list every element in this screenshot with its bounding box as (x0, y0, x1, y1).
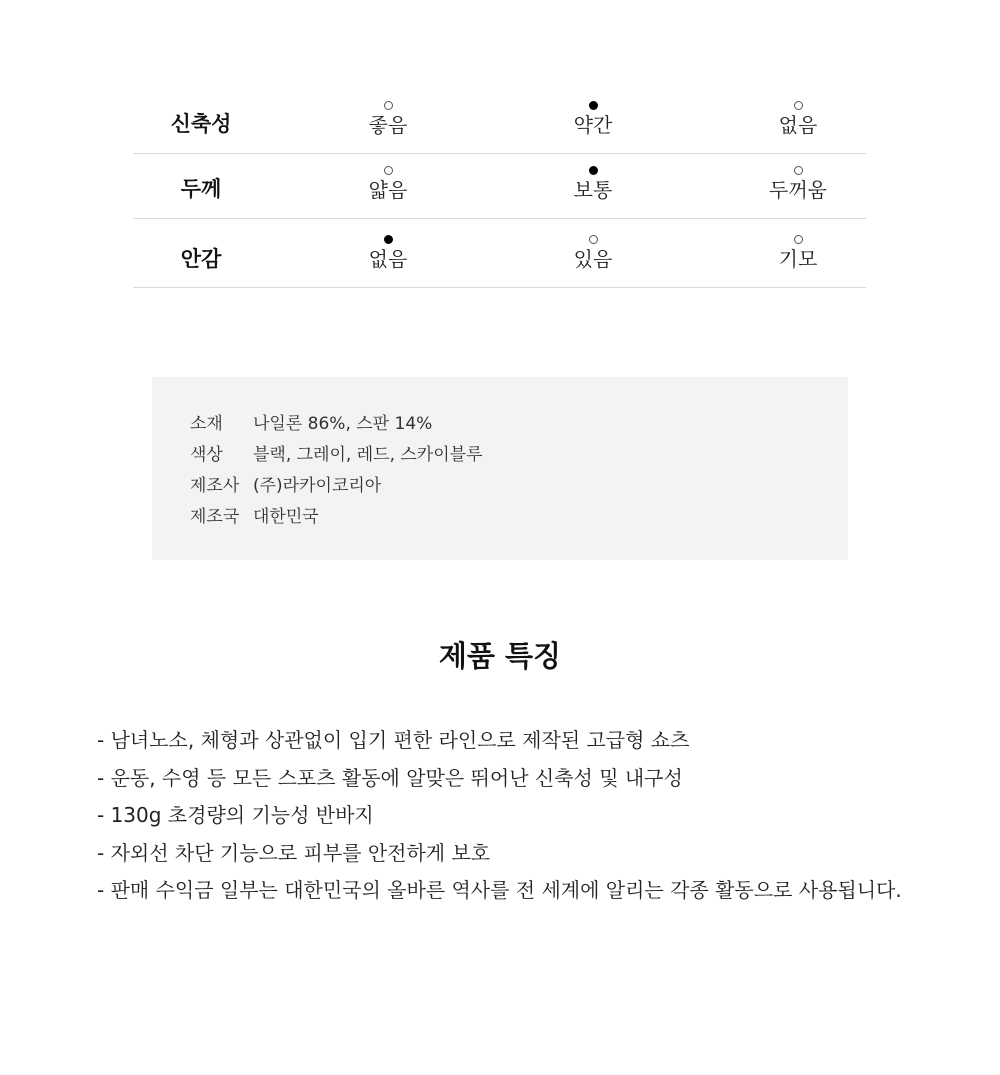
spec-value: 대한민국 (253, 507, 319, 527)
option-label: 있음 (573, 247, 613, 271)
spec-item-color (190, 440, 483, 471)
option-label: 얇음 (368, 178, 408, 202)
rating-option (728, 166, 868, 202)
rating-option (318, 166, 458, 202)
spec-list (190, 409, 483, 533)
feature-list (97, 723, 902, 911)
row-label: 안감 (180, 247, 222, 271)
rating-row-stretch (133, 90, 866, 154)
radio-filled-icon (589, 166, 598, 175)
rating-row-lining (133, 219, 866, 288)
option-label: 없음 (778, 113, 818, 137)
feature-item: - 운동, 수영 등 모든 스포츠 활동에 알맞은 뛰어난 신축성 및 내구성 (97, 765, 683, 790)
rating-option (523, 166, 663, 202)
radio-empty-icon (794, 101, 803, 110)
spec-value: 블랙, 그레이, 레드, 스카이블루 (253, 445, 483, 465)
rating-option (523, 101, 663, 137)
spec-key: 소재 (190, 414, 223, 434)
spec-key: 제조사 (190, 476, 240, 496)
radio-empty-icon (384, 101, 393, 110)
rating-option (318, 101, 458, 137)
radio-filled-icon (384, 235, 393, 244)
rating-option (318, 235, 458, 271)
option-label: 없음 (368, 247, 408, 271)
spec-item-material (190, 409, 483, 440)
radio-empty-icon (384, 166, 393, 175)
spec-key: 색상 (190, 445, 223, 465)
radio-empty-icon (794, 166, 803, 175)
spec-value: 나일론 86%, 스판 14% (253, 414, 433, 434)
feature-item: - 남녀노소, 체형과 상관없이 입기 편한 라인으로 제작된 고급형 쇼츠 (97, 728, 690, 752)
features-title: 제품 특징 (438, 639, 562, 673)
radio-empty-icon (589, 235, 598, 244)
option-label: 약간 (573, 113, 613, 137)
spec-value: (주)라카이코리아 (253, 476, 382, 496)
option-label: 좋음 (368, 113, 408, 137)
rating-row-thickness (133, 154, 866, 219)
row-label: 두께 (180, 177, 222, 201)
option-label: 보통 (573, 178, 613, 202)
rating-option (728, 101, 868, 137)
option-label: 기모 (778, 247, 818, 271)
rating-option (523, 235, 663, 271)
spec-item-manufacturer (190, 471, 483, 502)
spec-key: 제조국 (190, 507, 240, 527)
attribute-rating-table (133, 90, 866, 288)
radio-empty-icon (794, 235, 803, 244)
option-label: 두꺼움 (769, 178, 827, 202)
row-label: 신축성 (170, 112, 232, 136)
rating-option (728, 235, 868, 271)
feature-item: - 130g 초경량의 기능성 반바지 (97, 803, 374, 827)
feature-item: - 자외선 차단 기능으로 피부를 안전하게 보호 (97, 840, 491, 865)
spec-item-country (190, 502, 483, 533)
radio-filled-icon (589, 101, 598, 110)
feature-item: - 판매 수익금 일부는 대한민국의 올바른 역사를 전 세계에 알리는 각종 활동으로 사용됩니다. (97, 878, 902, 902)
spec-box (152, 377, 848, 560)
